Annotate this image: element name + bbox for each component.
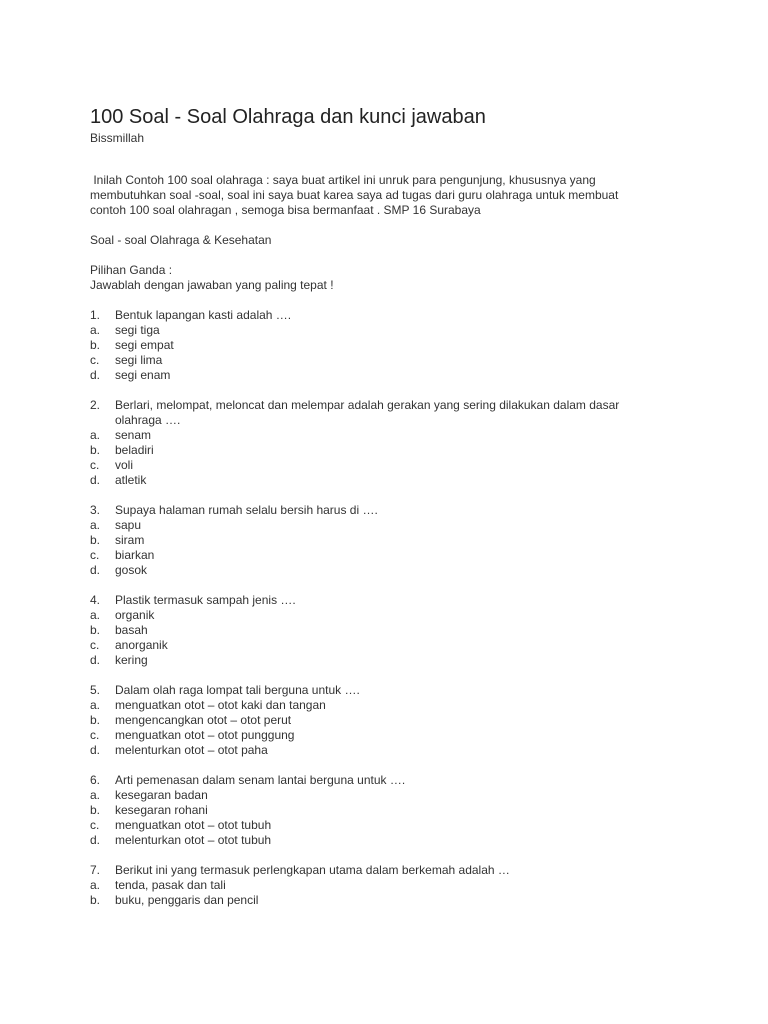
option-letter: c. (90, 818, 100, 832)
option-text: kesegaran rohani (115, 803, 208, 817)
answer-option (90, 833, 650, 848)
question-number: 7. (90, 863, 101, 877)
option-letter: d. (90, 563, 101, 577)
option-letter: d. (90, 833, 101, 847)
answer-option (90, 323, 650, 338)
answer-option (90, 548, 650, 563)
option-text: menguatkan otot – otot kaki dan tangan (115, 698, 326, 712)
question-item (90, 398, 650, 488)
option-letter: d. (90, 743, 101, 757)
option-text: segi enam (115, 368, 171, 382)
option-text: melenturkan otot – otot tubuh (115, 833, 272, 847)
question-item (90, 503, 650, 578)
question-number: 2. (90, 398, 101, 412)
question-item (90, 683, 650, 758)
option-text: sapu (115, 518, 142, 532)
question-text: Supaya halaman rumah selalu bersih harus di …. (115, 503, 378, 517)
question-row (90, 398, 650, 428)
answer-option (90, 428, 650, 443)
option-letter: b. (90, 893, 101, 907)
question-number: 5. (90, 683, 101, 697)
option-text: segi empat (115, 338, 174, 352)
answer-option (90, 728, 650, 743)
question-row (90, 863, 650, 878)
answer-option (90, 803, 650, 818)
document-title: 100 Soal - Soal Olahraga dan kunci jawaban (90, 106, 486, 128)
question-text: Dalam olah raga lompat tali berguna untuk …. (115, 683, 360, 697)
section-heading: Soal - soal Olahraga & Kesehatan (90, 233, 272, 247)
question-number: 4. (90, 593, 101, 607)
option-text: segi lima (115, 353, 163, 367)
option-letter: a. (90, 788, 101, 802)
question-row (90, 308, 650, 323)
question-item (90, 863, 650, 908)
option-letter: b. (90, 533, 101, 547)
question-text: Plastik termasuk sampah jenis …. (115, 593, 296, 607)
answer-option (90, 533, 650, 548)
answer-option (90, 623, 650, 638)
intro-paragraph: Inilah Contoh 100 soal olahraga : saya buat artikel ini unruk para pengunjung, khususnya yang membutuhkan soal -soal, soal ini saya buat karea saya ad tugas dari guru olahraga untuk membuat contoh 100 soal olahragan , semoga bisa bermanfaat . SMP 16 Surabaya (90, 173, 622, 217)
option-letter: d. (90, 473, 101, 487)
option-text: basah (115, 623, 148, 637)
question-text: Berlari, melompat, meloncat dan melempar adalah gerakan yang sering dilakukan dalam dasar olahraga …. (115, 398, 620, 427)
option-letter: a. (90, 428, 101, 442)
option-letter: b. (90, 338, 101, 352)
question-item (90, 308, 650, 383)
question-number: 3. (90, 503, 101, 517)
answer-option (90, 368, 650, 383)
option-text: beladiri (115, 443, 154, 457)
option-text: siram (115, 533, 145, 547)
question-row (90, 593, 650, 608)
answer-option (90, 563, 650, 578)
question-row (90, 773, 650, 788)
question-number: 6. (90, 773, 101, 787)
answer-option (90, 893, 650, 908)
answer-option (90, 353, 650, 368)
option-text: biarkan (115, 548, 155, 562)
option-text: tenda, pasak dan tali (115, 878, 226, 892)
answer-option (90, 638, 650, 653)
answer-option (90, 698, 650, 713)
question-item (90, 773, 650, 848)
answer-option (90, 713, 650, 728)
question-text: Bentuk lapangan kasti adalah …. (115, 308, 292, 322)
option-letter: a. (90, 698, 101, 712)
answer-option (90, 788, 650, 803)
option-letter: b. (90, 443, 101, 457)
question-text: Berikut ini yang termasuk perlengkapan utama dalam berkemah adalah … (115, 863, 510, 877)
option-text: kering (115, 653, 148, 667)
question-number: 1. (90, 308, 101, 322)
option-text: melenturkan otot – otot paha (115, 743, 268, 757)
answer-option (90, 608, 650, 623)
question-item (90, 593, 650, 668)
question-row (90, 683, 650, 698)
option-letter: a. (90, 323, 101, 337)
option-letter: b. (90, 803, 101, 817)
option-text: segi tiga (115, 323, 160, 337)
option-letter: c. (90, 548, 100, 562)
answer-option (90, 878, 650, 893)
option-text: organik (115, 608, 155, 622)
option-text: kesegaran badan (115, 788, 208, 802)
option-letter: c. (90, 353, 100, 367)
option-letter: c. (90, 458, 100, 472)
question-list (90, 308, 708, 908)
option-text: anorganik (115, 638, 168, 652)
option-text: buku, penggaris dan pencil (115, 893, 259, 907)
answer-option (90, 443, 650, 458)
answer-option (90, 473, 650, 488)
document-subtitle: Bissmillah (90, 131, 145, 145)
question-row (90, 503, 650, 518)
option-letter: d. (90, 653, 101, 667)
option-text: menguatkan otot – otot tubuh (115, 818, 272, 832)
pilihan-label: Pilihan Ganda : (90, 263, 173, 277)
option-letter: b. (90, 623, 101, 637)
option-letter: d. (90, 368, 101, 382)
option-text: menguatkan otot – otot punggung (115, 728, 295, 742)
question-text: Arti pemenasan dalam senam lantai berguna untuk …. (115, 773, 406, 787)
option-text: voli (115, 458, 134, 472)
answer-option (90, 653, 650, 668)
option-text: atletik (115, 473, 147, 487)
instructions-block (90, 263, 708, 293)
option-text: gosok (115, 563, 148, 577)
answer-option (90, 743, 650, 758)
answer-option (90, 338, 650, 353)
option-letter: c. (90, 728, 100, 742)
option-letter: a. (90, 878, 101, 892)
option-letter: a. (90, 608, 101, 622)
option-letter: c. (90, 638, 100, 652)
answer-option (90, 518, 650, 533)
option-text: mengencangkan otot – otot perut (115, 713, 292, 727)
answer-option (90, 818, 650, 833)
answer-option (90, 458, 650, 473)
option-letter: b. (90, 713, 101, 727)
option-letter: a. (90, 518, 101, 532)
option-text: senam (115, 428, 152, 442)
instruction-text: Jawablah dengan jawaban yang paling tepat ! (90, 278, 334, 292)
